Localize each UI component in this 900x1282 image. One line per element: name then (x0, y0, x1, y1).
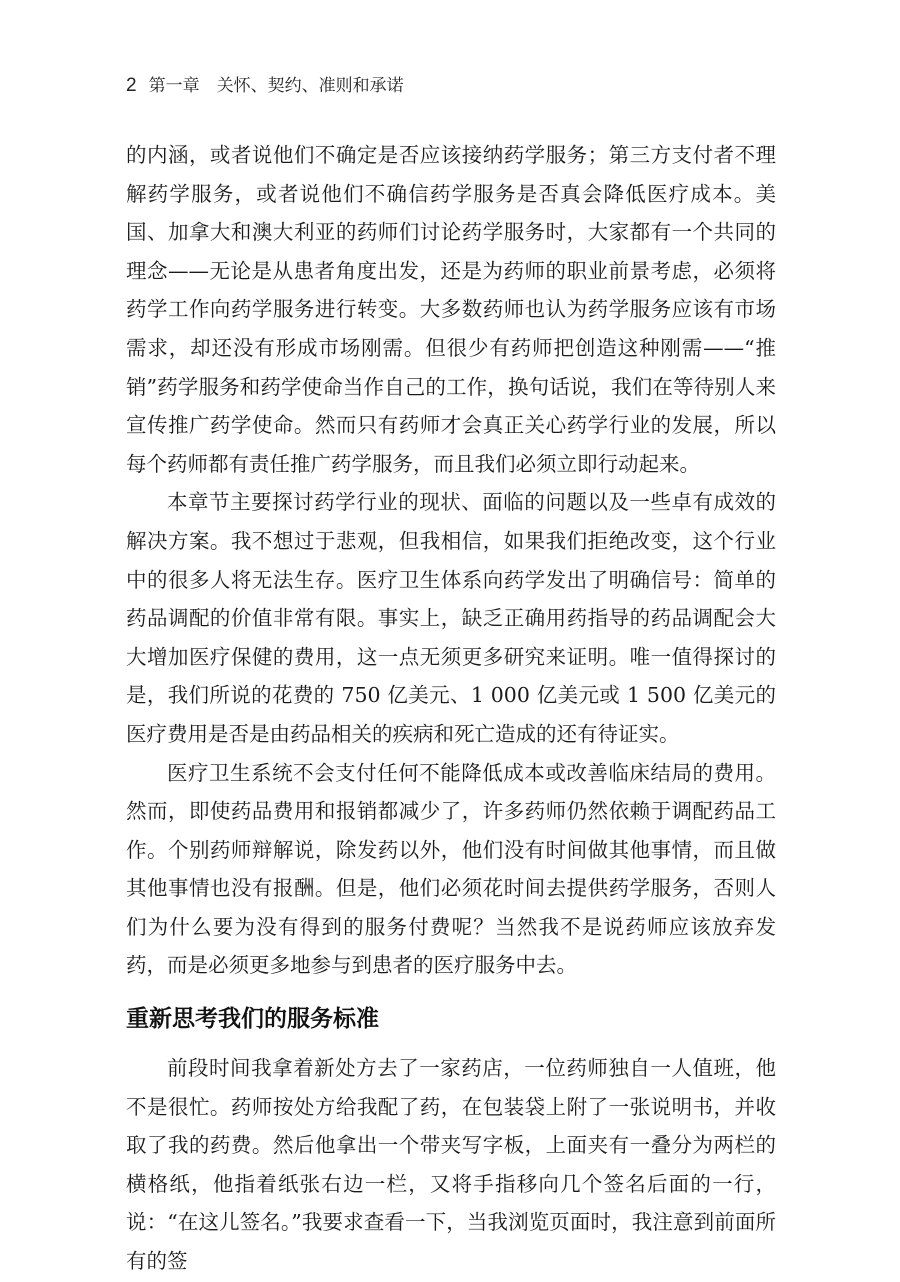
body-text (126, 136, 776, 1281)
page-number: 2 (126, 75, 137, 96)
paragraph: 医疗卫生系统不会支付任何不能降低成本或改善临床结局的费用。然而，即使药品费用和报销都减少了，许多药师仍然依赖于调配药品工作。个别药师辩解说，除发药以外，他们没有时间做其他事情，而且做其他事情也没有报酬。但是，他们必须花时间去提供药学服务，否则人们为什么要为没有得到的服务付费呢？当然我不是说药师应该放弃发药，而是必须更多地参与到患者的医疗服务中去。 (126, 760, 776, 978)
section-heading: 重新思考我们的服务标准 (126, 1006, 379, 1033)
running-head (126, 74, 404, 98)
paragraph: 本章节主要探讨药学行业的现状、面临的问题以及一些卓有成效的解决方案。我不想过于悲观，但我相信，如果我们拒绝改变，这个行业中的很多人将无法生存。医疗卫生体系向药学发出了明确信号：简单的药品调配的价值非常有限。事实上，缺乏正确用药指导的药品调配会大大增加医疗保健的费用，这一点无须更多研究来证明。唯一值得探讨的是，我们所说的花费的 750 亿美元、1 000 亿美元或 1 500 亿美元的医疗费用是否是由药品相关的疾病和死亡造成的还有待证实。 (126, 490, 776, 746)
section-paragraph: 前段时间我拿着新处方去了一家药店，一位药师独自一人值班，他不是很忙。药师按处方给我配了药，在包装袋上附了一张说明书，并收取了我的药费。然后他拿出一个带夹写字板，上面夹有一叠分为两栏的横格纸，他指着纸张右边一栏，又将手指移向几个签名后面的一行，说：“在这儿签名。”我要求查看一下，当我浏览页面时，我注意到前面所有的签 (126, 1056, 776, 1274)
paragraph-continued: 的内涵，或者说他们不确定是否应该接纳药学服务；第三方支付者不理解药学服务，或者说他们不确信药学服务是否真会降低医疗成本。美国、加拿大和澳大利亚的药师们讨论药学服务时，大家都有一个共同的理念——无论是从患者角度出发，还是为药师的职业前景考虑，必须将药学工作向药学服务进行转变。大多数药师也认为药学服务应该有市场需求，却还没有形成市场刚需。但很少有药师把创造这种刚需——“推销”药学服务和药学使命当作自己的工作，换句话说，我们在等待别人来宣传推广药学使命。然而只有药师才会真正关心药学行业的发展，所以每个药师都有责任推广药学服务，而且我们必须立即行动起来。 (126, 143, 776, 476)
chapter-title: 第一章 关怀、契约、准则和承诺 (148, 76, 404, 96)
